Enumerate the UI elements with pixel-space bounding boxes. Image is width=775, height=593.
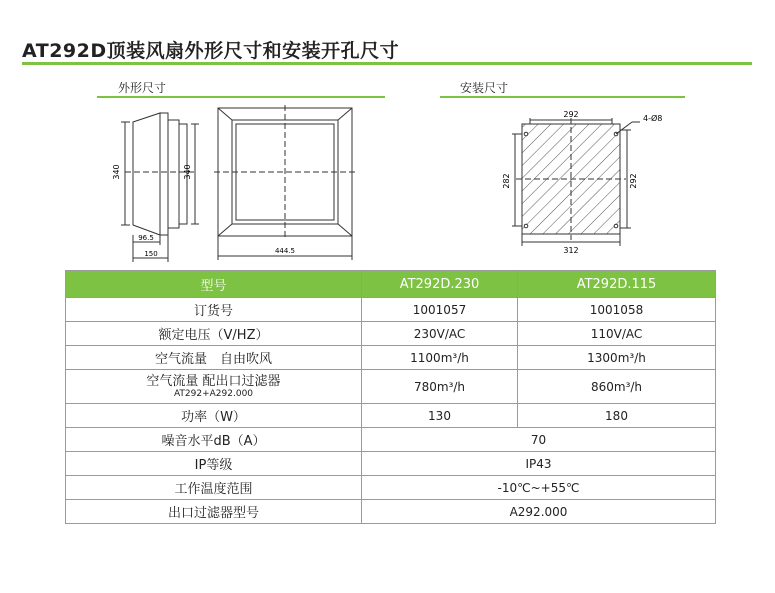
row-label: 工作温度范围 <box>66 476 362 500</box>
dim-depth-total: 150 <box>144 250 158 258</box>
table-row <box>66 346 716 370</box>
row-value-merged: -10℃~+55℃ <box>362 476 716 500</box>
row-label-cell <box>66 370 362 404</box>
table-row <box>66 404 716 428</box>
row-label: 空气流量 配出口过滤器 <box>146 374 281 389</box>
dim-install-left-height: 282 <box>502 173 511 189</box>
table-row <box>66 298 716 322</box>
dim-depth-inner: 96.5 <box>138 234 154 242</box>
row-label: IP等级 <box>66 452 362 476</box>
outline-section-label: 外形尺寸 <box>118 81 167 95</box>
row-label: 订货号 <box>66 298 362 322</box>
row-label: 额定电压（V/HZ） <box>66 322 362 346</box>
row-sublabel: AT292+A292.000 <box>173 389 254 399</box>
table-header-row <box>66 271 716 298</box>
row-value-merged: A292.000 <box>362 500 716 524</box>
dim-install-bottom-width: 312 <box>563 246 579 255</box>
dim-install-right-height: 292 <box>629 173 638 189</box>
dim-install-holes: 4-Ø8 <box>643 114 663 123</box>
row-value-115: 1001058 <box>518 298 716 322</box>
row-value-230: 780m³/h <box>362 370 518 404</box>
dim-side-height-left: 340 <box>112 164 121 180</box>
side-view-drawing <box>121 113 199 262</box>
row-label: 出口过滤器型号 <box>66 500 362 524</box>
row-value-merged: IP43 <box>362 452 716 476</box>
header-model-115: AT292D.115 <box>518 271 716 298</box>
row-value-115: 180 <box>518 404 716 428</box>
page-title: AT292D顶装风扇外形尺寸和安装开孔尺寸 <box>22 40 400 62</box>
table-row <box>66 322 716 346</box>
row-label: 噪音水平dB（A） <box>66 428 362 452</box>
header-model-230: AT292D.230 <box>362 271 518 298</box>
row-value-merged: 70 <box>362 428 716 452</box>
dim-side-height-right: 340 <box>183 164 192 180</box>
row-value-115: 110V/AC <box>518 322 716 346</box>
table-row <box>66 428 716 452</box>
dim-front-width: 444.5 <box>274 247 296 255</box>
row-value-230: 130 <box>362 404 518 428</box>
table-row <box>66 452 716 476</box>
row-value-115: 860m³/h <box>518 370 716 404</box>
table-row <box>66 500 716 524</box>
row-label: 空气流量 自由吹风 <box>66 346 362 370</box>
row-value-230: 1001057 <box>362 298 518 322</box>
table-row <box>66 476 716 500</box>
dim-install-top-width: 292 <box>563 110 579 119</box>
install-cutout-drawing <box>512 118 640 246</box>
header-model: 型号 <box>66 271 362 298</box>
install-section-label: 安装尺寸 <box>460 81 509 95</box>
spec-table <box>65 270 716 524</box>
row-value-230: 230V/AC <box>362 322 518 346</box>
dimension-drawings <box>0 0 775 270</box>
table-row <box>66 370 716 404</box>
row-value-115: 1300m³/h <box>518 346 716 370</box>
row-value-230: 1100m³/h <box>362 346 518 370</box>
row-label: 功率（W） <box>66 404 362 428</box>
front-view-drawing <box>214 105 356 260</box>
